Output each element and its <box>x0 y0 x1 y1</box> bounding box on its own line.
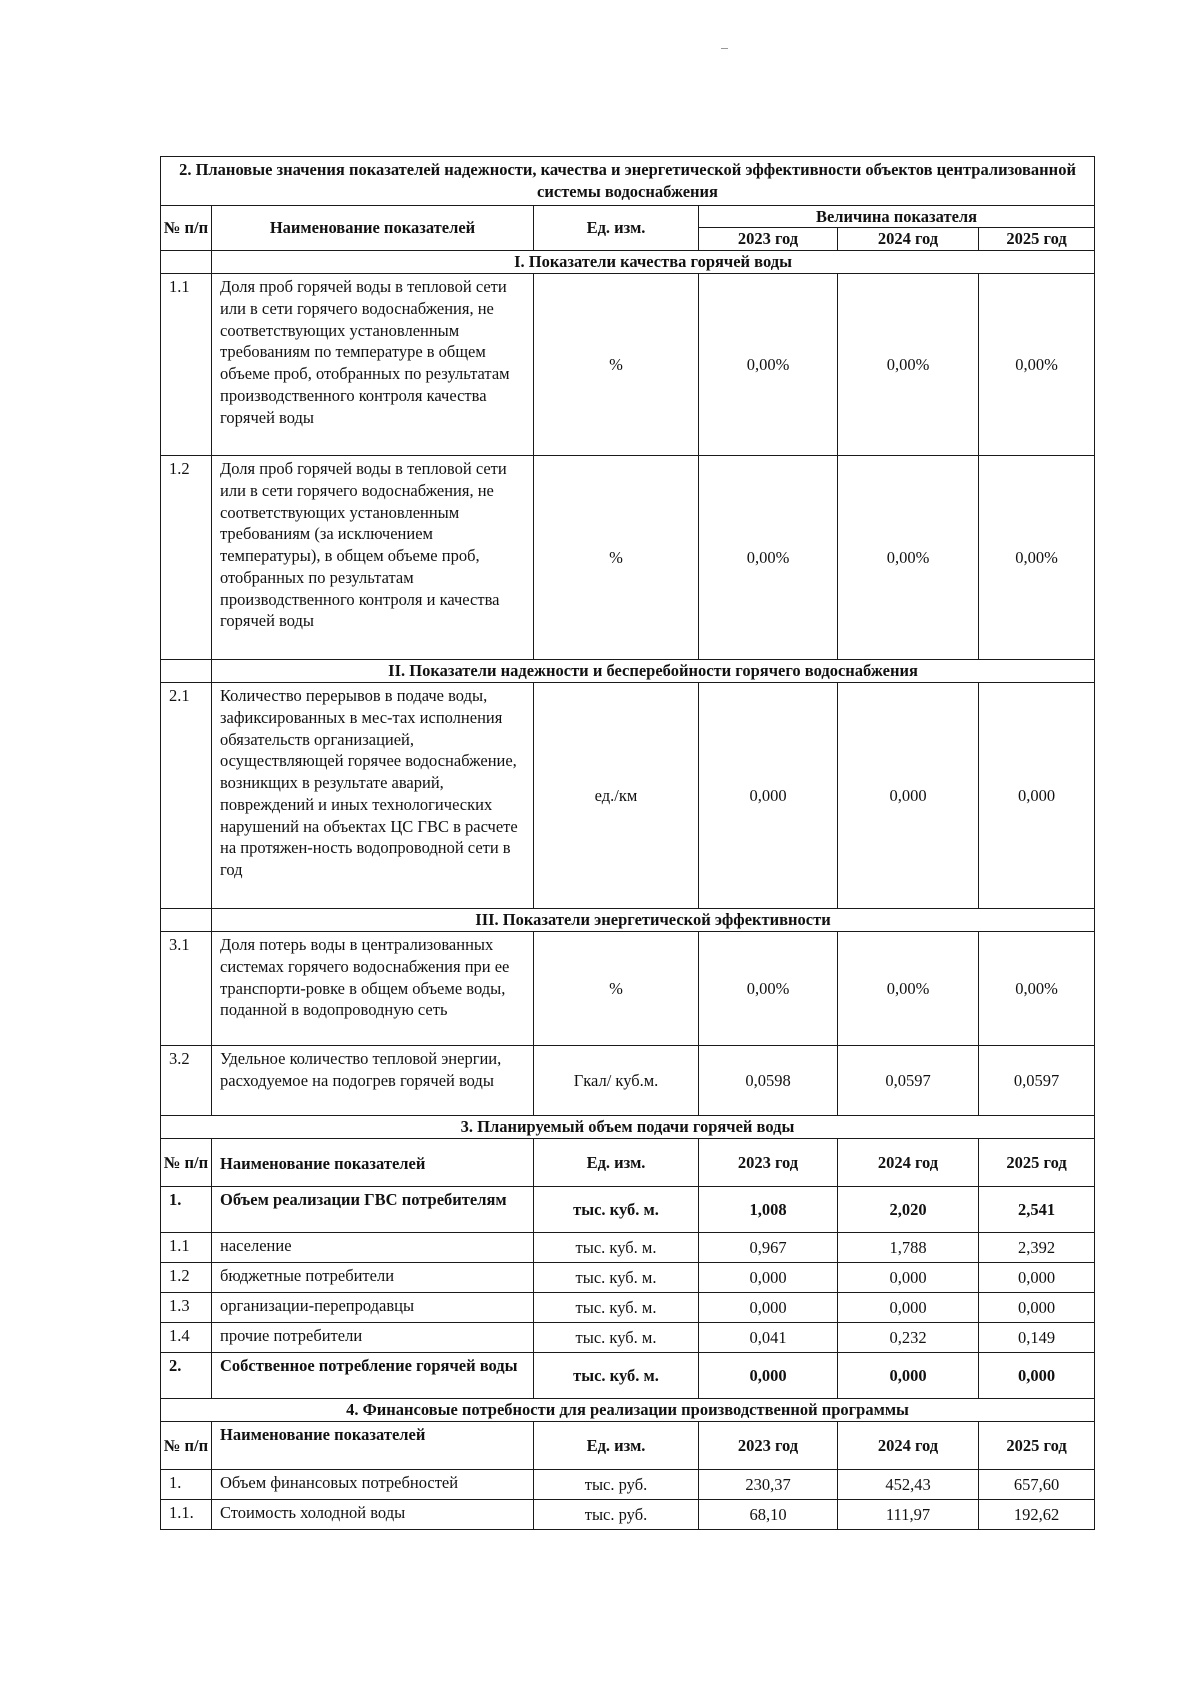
row-unit: % <box>534 274 699 456</box>
row-value-2025: 2,392 <box>979 1233 1095 1263</box>
header-name: Наименование показателей <box>212 205 534 251</box>
row-value-2023: 0,000 <box>699 683 838 909</box>
row-name: Объем реализации ГВС потребителям <box>212 1187 534 1233</box>
section-title-supply-volume: 3. Планируемый объем подачи горячей воды <box>161 1116 1095 1139</box>
table-row <box>161 1353 1095 1399</box>
row-unit: % <box>534 456 699 660</box>
row-unit: тыс. руб. <box>534 1500 699 1530</box>
indicators-table <box>160 156 1095 1530</box>
row-name: Объем финансовых потребностей <box>212 1470 534 1500</box>
section-title-quality: I. Показатели качества горячей воды <box>212 251 1095 274</box>
header-year-2024: 2024 год <box>838 228 979 251</box>
row-value-2025: 0,000 <box>979 1353 1095 1399</box>
row-num: 2.1 <box>161 683 212 909</box>
header-value: Величина показателя <box>699 205 1095 228</box>
table-row <box>161 456 1095 660</box>
header-year-2025: 2025 год <box>979 1422 1095 1470</box>
row-name: бюджетные потребители <box>212 1263 534 1293</box>
row-value-2024: 0,00% <box>838 932 979 1046</box>
row-value-2023: 68,10 <box>699 1500 838 1530</box>
row-value-2024: 2,020 <box>838 1187 979 1233</box>
row-value-2023: 0,000 <box>699 1353 838 1399</box>
row-num: 1.3 <box>161 1293 212 1323</box>
row-num: 3.1 <box>161 932 212 1046</box>
header-num: № п/п <box>161 1139 212 1187</box>
row-value-2023: 0,000 <box>699 1293 838 1323</box>
header-unit: Ед. изм. <box>534 1422 699 1470</box>
row-value-2023: 0,041 <box>699 1323 838 1353</box>
row-num: 1.1. <box>161 1500 212 1530</box>
header-num: № п/п <box>161 205 212 251</box>
row-value-2024: 0,232 <box>838 1323 979 1353</box>
row-value-2024: 0,00% <box>838 274 979 456</box>
scan-speck <box>721 48 728 49</box>
table-row <box>161 1263 1095 1293</box>
row-unit: тыс. руб. <box>534 1470 699 1500</box>
row-value-2024: 1,788 <box>838 1233 979 1263</box>
section-title-financial-needs: 4. Финансовые потребности для реализации производственной программы <box>161 1399 1095 1422</box>
table-row <box>161 1046 1095 1116</box>
header-num: № п/п <box>161 1422 212 1470</box>
section-title-energy: III. Показатели энергетической эффективности <box>212 909 1095 932</box>
row-value-2023: 0,000 <box>699 1263 838 1293</box>
row-num: 1.1 <box>161 1233 212 1263</box>
row-name: организации-перепродавцы <box>212 1293 534 1323</box>
row-value-2025: 0,000 <box>979 1293 1095 1323</box>
row-unit: тыс. куб. м. <box>534 1323 699 1353</box>
row-unit: Гкал/ куб.м. <box>534 1046 699 1116</box>
header-unit: Ед. изм. <box>534 205 699 251</box>
table-title: 2. Плановые значения показателей надежности, качества и энергетической эффективности объектов централизованной системы водоснабжения <box>161 157 1095 206</box>
row-value-2024: 0,000 <box>838 1353 979 1399</box>
table-row <box>161 1323 1095 1353</box>
row-value-2025: 0,00% <box>979 456 1095 660</box>
row-unit: тыс. куб. м. <box>534 1263 699 1293</box>
row-value-2025: 0,000 <box>979 683 1095 909</box>
header-year-2024: 2024 год <box>838 1422 979 1470</box>
row-num: 3.2 <box>161 1046 212 1116</box>
row-value-2024: 0,000 <box>838 683 979 909</box>
row-value-2023: 0,00% <box>699 456 838 660</box>
row-num: 1.2 <box>161 1263 212 1293</box>
header-year-2025: 2025 год <box>979 228 1095 251</box>
row-num: 1.2 <box>161 456 212 660</box>
header-name: Наименование показателей <box>212 1139 534 1187</box>
row-num: 1. <box>161 1187 212 1233</box>
table-row <box>161 1233 1095 1263</box>
row-value-2025: 192,62 <box>979 1500 1095 1530</box>
row-value-2023: 0,00% <box>699 274 838 456</box>
row-name: Удельное количество тепловой энергии, расходуемое на подогрев горячей воды <box>212 1046 534 1116</box>
row-value-2024: 0,00% <box>838 456 979 660</box>
row-name: Стоимость холодной воды <box>212 1500 534 1530</box>
document-table-container <box>160 156 1094 1530</box>
row-unit: тыс. куб. м. <box>534 1233 699 1263</box>
row-unit: тыс. куб. м. <box>534 1353 699 1399</box>
row-value-2024: 0,000 <box>838 1293 979 1323</box>
table-row <box>161 1187 1095 1233</box>
row-value-2024: 0,000 <box>838 1263 979 1293</box>
row-num: 1.4 <box>161 1323 212 1353</box>
table-row <box>161 1293 1095 1323</box>
row-value-2025: 0,149 <box>979 1323 1095 1353</box>
row-name: Доля проб горячей воды в тепловой сети или в сети горячего водоснабжения, не соответствующих установленным требованиям по температуре в общем объеме проб, отобранных по результатам производственного контроля качества горячей воды <box>212 274 534 456</box>
header-year-2024: 2024 год <box>838 1139 979 1187</box>
row-unit: ед./км <box>534 683 699 909</box>
row-value-2025: 0,0597 <box>979 1046 1095 1116</box>
row-value-2023: 0,0598 <box>699 1046 838 1116</box>
header-name: Наименование показателей <box>212 1422 534 1470</box>
table-row <box>161 1470 1095 1500</box>
row-num: 1. <box>161 1470 212 1500</box>
row-name: Доля потерь воды в централизованных системах горячего водоснабжения при ее транспорти-ровке в общем объеме воды, поданной в водопроводную сеть <box>212 932 534 1046</box>
row-value-2025: 0,000 <box>979 1263 1095 1293</box>
row-value-2023: 0,00% <box>699 932 838 1046</box>
row-value-2024: 452,43 <box>838 1470 979 1500</box>
header-year-2025: 2025 год <box>979 1139 1095 1187</box>
row-name: Доля проб горячей воды в тепловой сети или в сети горячего водоснабжения, не соответствующих установленным требованиям (за исключением температуры), в общем объеме проб, отобранных по результатам производственного контроля и качества горячей воды <box>212 456 534 660</box>
row-name: Собственное потребление горячей воды <box>212 1353 534 1399</box>
table-row <box>161 274 1095 456</box>
row-unit: тыс. куб. м. <box>534 1187 699 1233</box>
row-unit: тыс. куб. м. <box>534 1293 699 1323</box>
header-year-2023: 2023 год <box>699 1139 838 1187</box>
header-unit: Ед. изм. <box>534 1139 699 1187</box>
table-row <box>161 932 1095 1046</box>
table-row <box>161 683 1095 909</box>
row-value-2023: 230,37 <box>699 1470 838 1500</box>
header-year-2023: 2023 год <box>699 228 838 251</box>
row-value-2024: 0,0597 <box>838 1046 979 1116</box>
row-value-2025: 0,00% <box>979 274 1095 456</box>
row-name: Количество перерывов в подаче воды, зафиксированных в мес-тах исполнения обязательств организацией, осуществляющей горячее водоснабжение, возникщих в результате аварий, повреждений и иных технологических нарушений на объектах ЦС ГВС в расчете на протяжен-ность водопроводной сети в год <box>212 683 534 909</box>
row-value-2025: 657,60 <box>979 1470 1095 1500</box>
row-value-2024: 111,97 <box>838 1500 979 1530</box>
section-title-reliability: II. Показатели надежности и бесперебойности горячего водоснабжения <box>212 660 1095 683</box>
row-value-2023: 1,008 <box>699 1187 838 1233</box>
header-year-2023: 2023 год <box>699 1422 838 1470</box>
row-num: 1.1 <box>161 274 212 456</box>
row-value-2023: 0,967 <box>699 1233 838 1263</box>
row-value-2025: 0,00% <box>979 932 1095 1046</box>
row-num: 2. <box>161 1353 212 1399</box>
row-name: прочие потребители <box>212 1323 534 1353</box>
row-value-2025: 2,541 <box>979 1187 1095 1233</box>
row-name: население <box>212 1233 534 1263</box>
table-row <box>161 1500 1095 1530</box>
row-unit: % <box>534 932 699 1046</box>
